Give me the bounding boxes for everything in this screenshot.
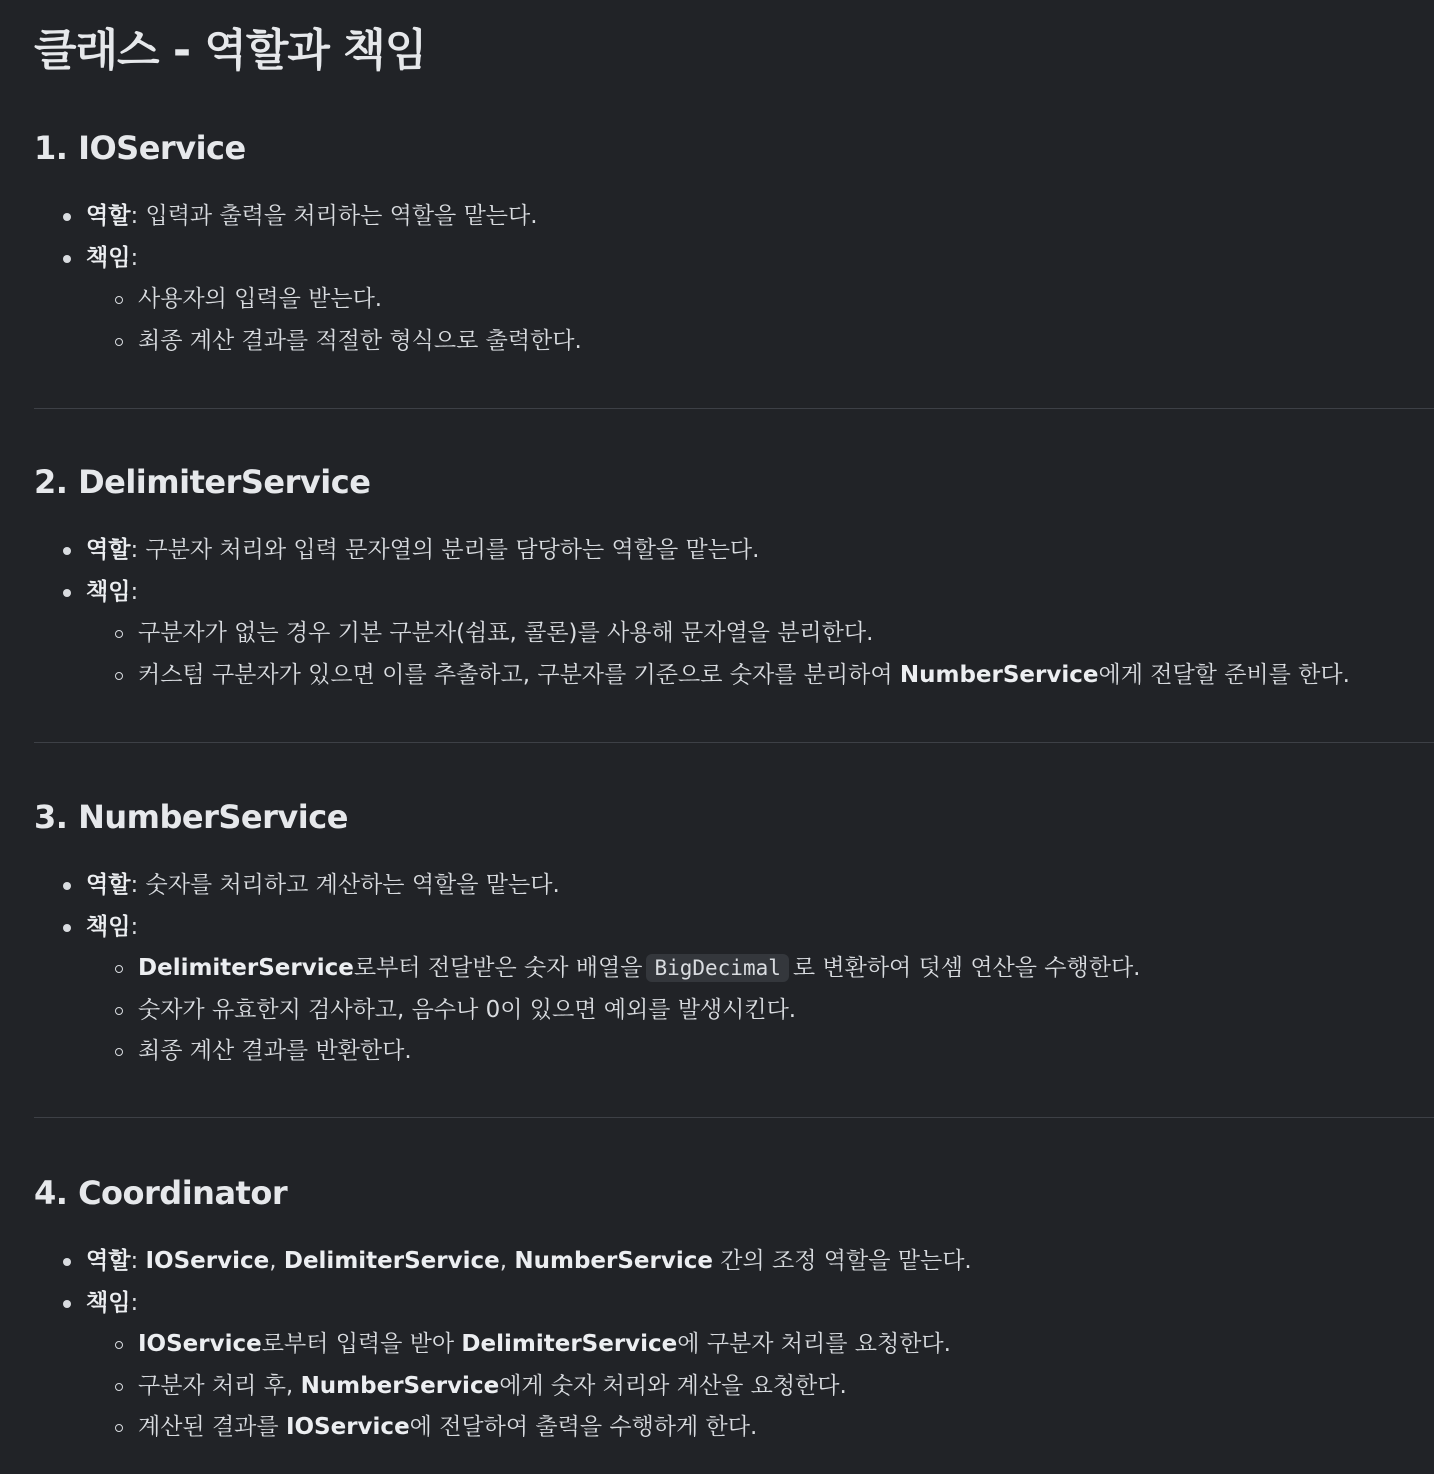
- role-label: 역할: [86, 1248, 131, 1274]
- list-item-text: 에 전달하여 출력을 수행하게 한다.: [409, 1414, 758, 1440]
- list-item: 최종 계산 결과를 반환한다.: [86, 1031, 1434, 1073]
- section-coordinator: [34, 1173, 1434, 1449]
- section-ioservice: [34, 128, 1434, 362]
- divider: [34, 1117, 1434, 1118]
- list-item: 사용자의 입력을 받는다.: [86, 279, 1434, 321]
- role-item: [34, 865, 1434, 907]
- role-text: :: [130, 1248, 146, 1274]
- divider: [34, 742, 1434, 743]
- section-list: [34, 530, 1434, 696]
- responsibility-colon: :: [130, 244, 139, 271]
- list-item: [86, 1407, 1434, 1449]
- responsibility-item: [34, 572, 1434, 697]
- section-numberservice: [34, 797, 1434, 1073]
- list-item: [86, 1324, 1434, 1366]
- class-name: NumberService: [514, 1248, 713, 1274]
- class-name: DelimiterService: [138, 955, 354, 981]
- list-item-text: 로부터 전달받은 숫자 배열을: [353, 955, 643, 981]
- list-item: [86, 655, 1434, 697]
- responsibility-item: [34, 907, 1434, 1073]
- responsibility-list: [86, 948, 1434, 1073]
- role-item: [34, 1241, 1434, 1283]
- role-text: 간의 조정 역할을 맡는다.: [712, 1248, 972, 1274]
- responsibility-label: 책임: [86, 244, 131, 271]
- section-heading: 4. Coordinator: [34, 1174, 288, 1212]
- list-item: [86, 948, 1434, 990]
- list-item: 숫자가 유효한지 검사하고, 음수나 0이 있으면 예외를 발생시킨다.: [86, 990, 1434, 1032]
- section-heading: 3. NumberService: [34, 798, 348, 836]
- class-name: IOService: [145, 1248, 270, 1274]
- responsibility-colon: :: [130, 913, 139, 940]
- responsibility-label: 책임: [86, 578, 131, 605]
- responsibility-colon: :: [130, 578, 139, 605]
- role-item: [34, 530, 1434, 572]
- role-label: 역할: [86, 872, 131, 898]
- inline-code: BigDecimal: [646, 954, 788, 982]
- role-label: 역할: [86, 203, 131, 229]
- class-name: NumberService: [300, 1372, 500, 1399]
- list-item: 구분자가 없는 경우 기본 구분자(쉼표, 콜론)를 사용해 문자열을 분리한다.: [86, 613, 1434, 655]
- list-item-text: 커스텀 구분자가 있으면 이를 추출하고, 구분자를 기준으로 숫자를 분리하여: [138, 661, 900, 688]
- section-heading: 2. DelimiterService: [34, 463, 371, 501]
- role-text: : 입력과 출력을 처리하는 역할을 맡는다.: [130, 203, 538, 229]
- role-label: 역할: [86, 537, 131, 563]
- role-text: ,: [269, 1248, 284, 1274]
- list-item-text: 계산된 결과를: [138, 1414, 286, 1440]
- list-item-text: 에 구분자 처리를 요청한다.: [677, 1331, 951, 1357]
- list-item-text: 에게 전달할 준비를 한다.: [1098, 661, 1350, 688]
- role-text: ,: [499, 1248, 515, 1274]
- class-name: DelimiterService: [283, 1248, 500, 1274]
- responsibility-colon: :: [130, 1289, 139, 1316]
- responsibility-list: [86, 279, 1434, 362]
- class-name: DelimiterService: [461, 1331, 678, 1357]
- responsibility-label: 책임: [86, 913, 131, 940]
- responsibility-list: [86, 1324, 1434, 1449]
- responsibility-label: 책임: [86, 1289, 131, 1316]
- list-item-text: 로부터 입력을 받아: [261, 1331, 462, 1357]
- class-name: IOService: [138, 1331, 262, 1357]
- section-list: [34, 196, 1434, 362]
- page-title: 클래스 - 역할과 책임: [34, 25, 427, 76]
- list-item: [86, 1366, 1434, 1408]
- role-text: : 구분자 처리와 입력 문자열의 분리를 담당하는 역할을 맡는다.: [130, 537, 760, 563]
- list-item-text: 로 변환하여 덧셈 연산을 수행한다.: [792, 955, 1141, 981]
- class-name: NumberService: [899, 661, 1099, 688]
- responsibility-item: [34, 238, 1434, 363]
- section-list: [34, 865, 1434, 1073]
- class-name: IOService: [285, 1414, 410, 1440]
- section-heading: 1. IOService: [34, 129, 246, 167]
- role-item: [34, 196, 1434, 238]
- role-text: : 숫자를 처리하고 계산하는 역할을 맡는다.: [130, 872, 560, 898]
- responsibility-list: [86, 613, 1434, 696]
- list-item-text: 에게 숫자 처리와 계산을 요청한다.: [499, 1372, 847, 1399]
- section-delimiterservice: [34, 462, 1434, 696]
- list-item: 최종 계산 결과를 적절한 형식으로 출력한다.: [86, 321, 1434, 363]
- list-item-text: 구분자 처리 후,: [138, 1372, 301, 1399]
- divider: [34, 408, 1434, 409]
- section-list: [34, 1241, 1434, 1449]
- responsibility-item: [34, 1283, 1434, 1449]
